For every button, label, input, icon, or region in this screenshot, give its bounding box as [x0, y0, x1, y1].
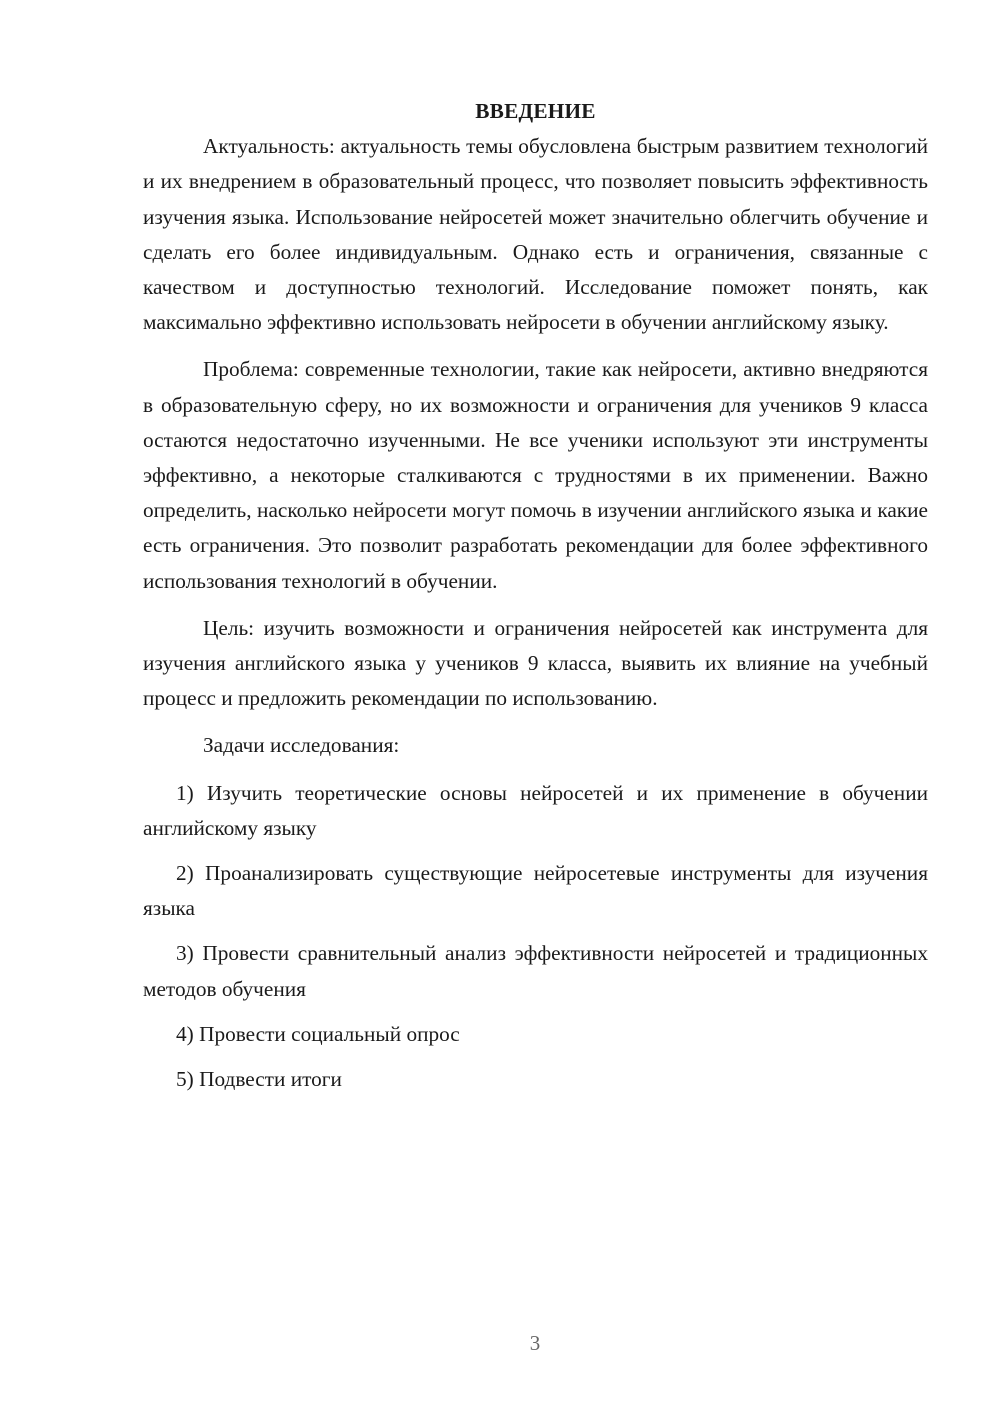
paragraph-problem: Проблема: современные технологии, такие как нейросети, активно внедряются в образовательную сферу, но их возможности и ограничения для учеников 9 класса остаются недостаточно изученными. Не все ученики используют эти инструменты эффективно, а некоторые сталкиваются с трудностями в их применении. Важно определить, насколько нейросети могут помочь в изучении английского языка и какие есть ограничения. Это позволит разработать рекомендации для более эффективного использования технологий в обучении. — [143, 357, 928, 593]
task-item-3: 3) Провести сравнительный анализ эффективности нейросетей и традиционных методов обучения — [143, 941, 928, 1001]
tasks-heading: Задачи исследования: — [203, 733, 400, 758]
paragraph-relevance: Актуальность: актуальность темы обусловлена быстрым развитием технологий и их внедрением в образовательный процесс, что позволяет повысить эффективность изучения языка. Использование нейросетей может значительно облегчить обучение и сделать его более индивидуальным. Однако есть и ограничения, связанные с качеством и доступностью технологий. Исследование поможет понять, как максимально эффективно использовать нейросети в обучении английскому языку. — [143, 134, 928, 335]
document-page — [143, 94, 928, 1107]
task-item-1: 1) Изучить теоретические основы нейросетей и их применение в обучении английскому языку — [143, 780, 928, 840]
page-number: 3 — [529, 1331, 541, 1355]
section-heading: ВВЕДЕНИЕ — [475, 99, 596, 123]
task-item-4: 4) Провести социальный опрос — [176, 1021, 460, 1046]
task-item-5: 5) Подвести итоги — [176, 1067, 342, 1092]
paragraph-goal: Цель: изучить возможности и ограничения нейросетей как инструмента для изучения английского языка у учеников 9 класса, выявить их влияние на учебный процесс и предложить рекомендации по использованию. — [143, 615, 928, 711]
task-item-2: 2) Проанализировать существующие нейросетевые инструменты для изучения языка — [143, 861, 928, 921]
